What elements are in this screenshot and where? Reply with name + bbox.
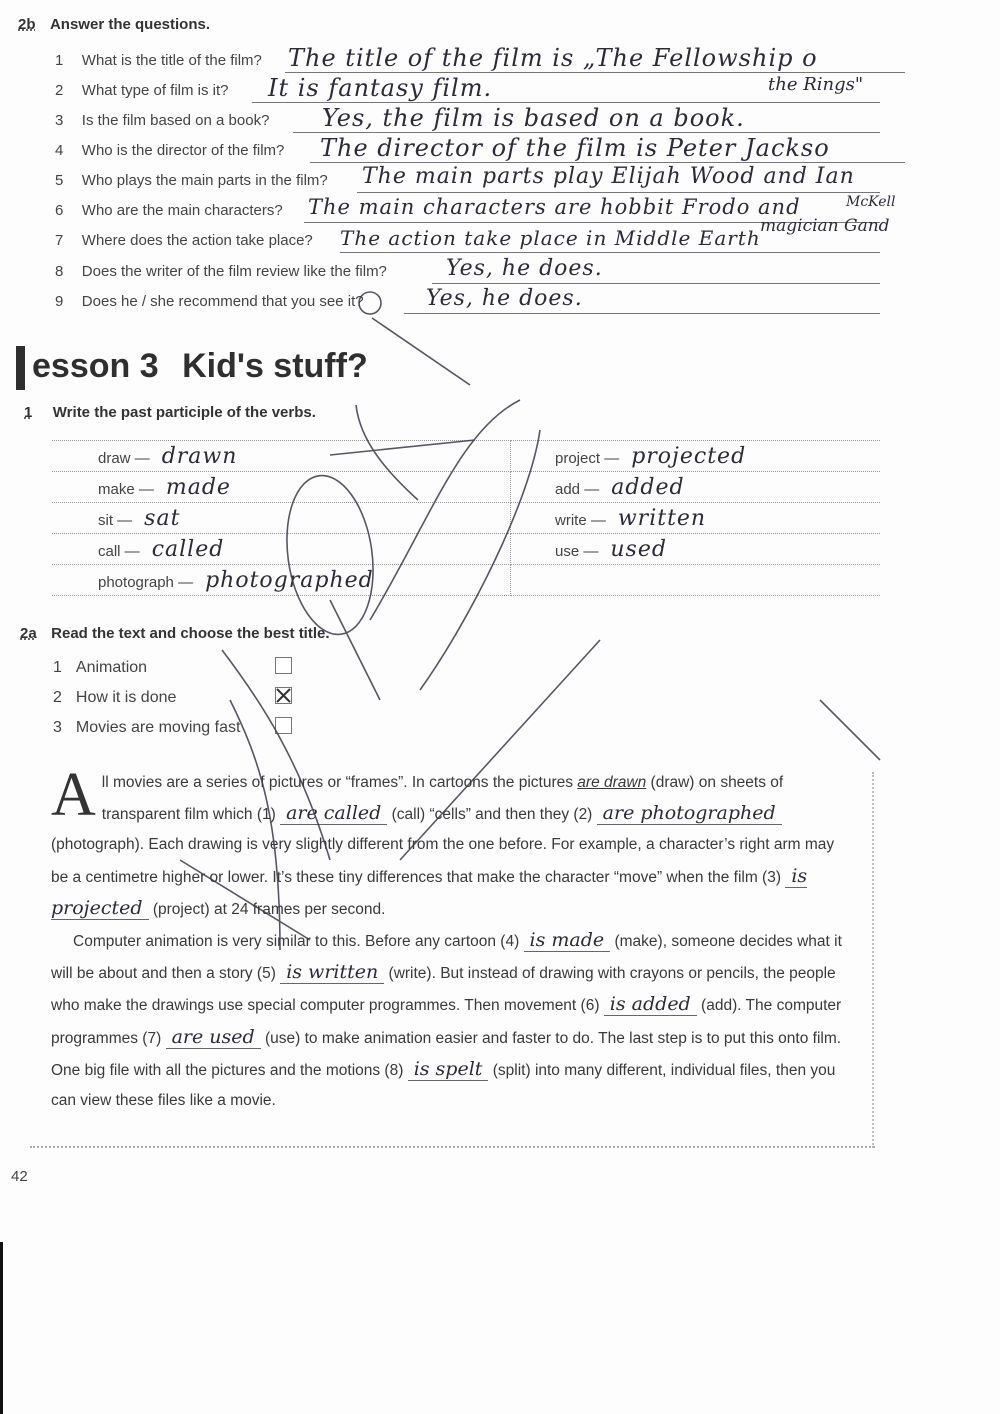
gap-answer: is made	[524, 929, 611, 952]
option-row: 2 How it is done	[53, 689, 177, 706]
question-text: Does he / she recommend that you see it?	[81, 293, 364, 310]
gap-answer: is written	[280, 961, 384, 984]
gap-answer: is projected	[51, 864, 808, 919]
page-number: 42	[11, 1168, 28, 1185]
question-text: Who plays the main parts in the film?	[81, 172, 328, 189]
answer-text: made	[165, 474, 231, 500]
table-cell: photograph — photographed	[52, 565, 511, 596]
lesson-name: Kid's stuff?	[182, 347, 368, 385]
table-cell: add — added	[511, 472, 881, 503]
lesson-number: 3	[139, 347, 159, 385]
question-text: Where does the action take place?	[81, 232, 313, 249]
table-cell: make — made	[52, 472, 511, 503]
table-cell: draw — drawn	[52, 441, 511, 472]
drop-cap: A	[51, 761, 96, 829]
answer-text: It is fantasy film.	[268, 74, 493, 102]
question-number: 3	[55, 112, 64, 129]
lesson-label: esson	[32, 347, 140, 385]
answer-text: called	[151, 536, 225, 562]
answer-text: The main parts play Elijah Wood and Ian	[362, 164, 855, 189]
answer-text: drawn	[161, 443, 238, 469]
exercise-title: Answer the questions.	[49, 16, 210, 33]
question-text: What type of film is it?	[81, 82, 229, 99]
exercise-number: 1	[24, 404, 33, 421]
exercise-title: Write the past participle of the verbs.	[52, 404, 316, 421]
answer-text: The main characters are hobbit Frodo and	[308, 195, 801, 219]
table-cell: use — used	[511, 534, 881, 565]
table-cell: project — projected	[511, 441, 881, 472]
answer-text: Yes, he does.	[426, 286, 583, 311]
answer-continued: McKell	[846, 194, 896, 210]
answer-text: sat	[144, 505, 181, 531]
gap-answer: are photographed	[597, 802, 782, 825]
option-row: 3 Movies are moving fast	[53, 719, 241, 736]
answer-text: The title of the film is „The Fellowship o	[288, 44, 818, 72]
answer-text: projected	[631, 443, 747, 469]
question-number: 7	[55, 232, 64, 249]
table-cell: sit — sat	[52, 503, 511, 534]
question-text: Who are the main characters?	[81, 202, 283, 219]
answer-text: photographed	[205, 567, 374, 593]
answer-text: The director of the film is Peter Jackso	[320, 134, 830, 162]
question-text: Who is the director of the film?	[81, 142, 285, 159]
question-number: 8	[55, 263, 64, 280]
exercise-number: 2a	[20, 625, 37, 642]
answer-text: Yes, the film is based on a book.	[322, 104, 745, 132]
answer-text: The action take place in Middle Earth	[340, 226, 761, 250]
gap-answer: are called	[280, 802, 387, 825]
gap-answer: is added	[604, 993, 697, 1016]
question-text: Does the writer of the film review like the film?	[81, 263, 387, 280]
reading-text: All movies are a series of pictures or “frames”. In cartoons the pictures are drawn (draw) on sheets of transparent film which (1) are called (call) “cells” and then they (2) are photographed (photograph). Each drawing is very slightly different from the one before. For example, a character’s right arm may be a centimetre higher or lower. It’s these tiny differences that make the character “move” when the film (3) is projected (project) at 24 frames per second. Computer animation is very similar to this. Before any cartoon (4) is made (make), someone decides what it will be about and then a story (5) is written (write). But instead of drawing with crayons or pencils, the people who make the drawings use special computer programmes. Then movement (6) is added (add). The computer programmes (7) are used (use) to make animation easier and faster to do. The last step is to put this onto film. One big file with all the pictures and the motions (8) is spelt (split) into many different, individual files, then you can view these files like a movie.	[51, 761, 842, 1110]
answer-text: added	[611, 474, 685, 500]
table-cell: write — written	[511, 503, 881, 534]
answer-text: written	[617, 505, 707, 531]
table-cell: call — called	[52, 534, 511, 565]
question-number: 6	[55, 202, 64, 219]
scan-edge	[0, 1242, 3, 1414]
question-text: Is the film based on a book?	[81, 112, 270, 129]
question-number: 2	[55, 82, 64, 99]
question-number: 4	[55, 142, 64, 159]
example-answer: are drawn	[577, 774, 647, 791]
answer-continued: the Rings"	[768, 74, 864, 95]
question-number: 1	[55, 52, 64, 69]
exercise-title: Read the text and choose the best title.	[51, 625, 330, 642]
question-number: 9	[55, 293, 64, 310]
question-text: What is the title of the film?	[81, 52, 262, 69]
answer-text: used	[610, 536, 667, 562]
gap-answer: are used	[166, 1026, 261, 1049]
question-number: 5	[55, 172, 64, 189]
gap-answer: is spelt	[408, 1058, 489, 1081]
answer-text: Yes, he does.	[446, 256, 603, 281]
option-row: 1 Animation	[53, 659, 148, 676]
answer-continued: magician Gand	[760, 216, 890, 236]
exercise-number: 2b	[18, 16, 36, 33]
